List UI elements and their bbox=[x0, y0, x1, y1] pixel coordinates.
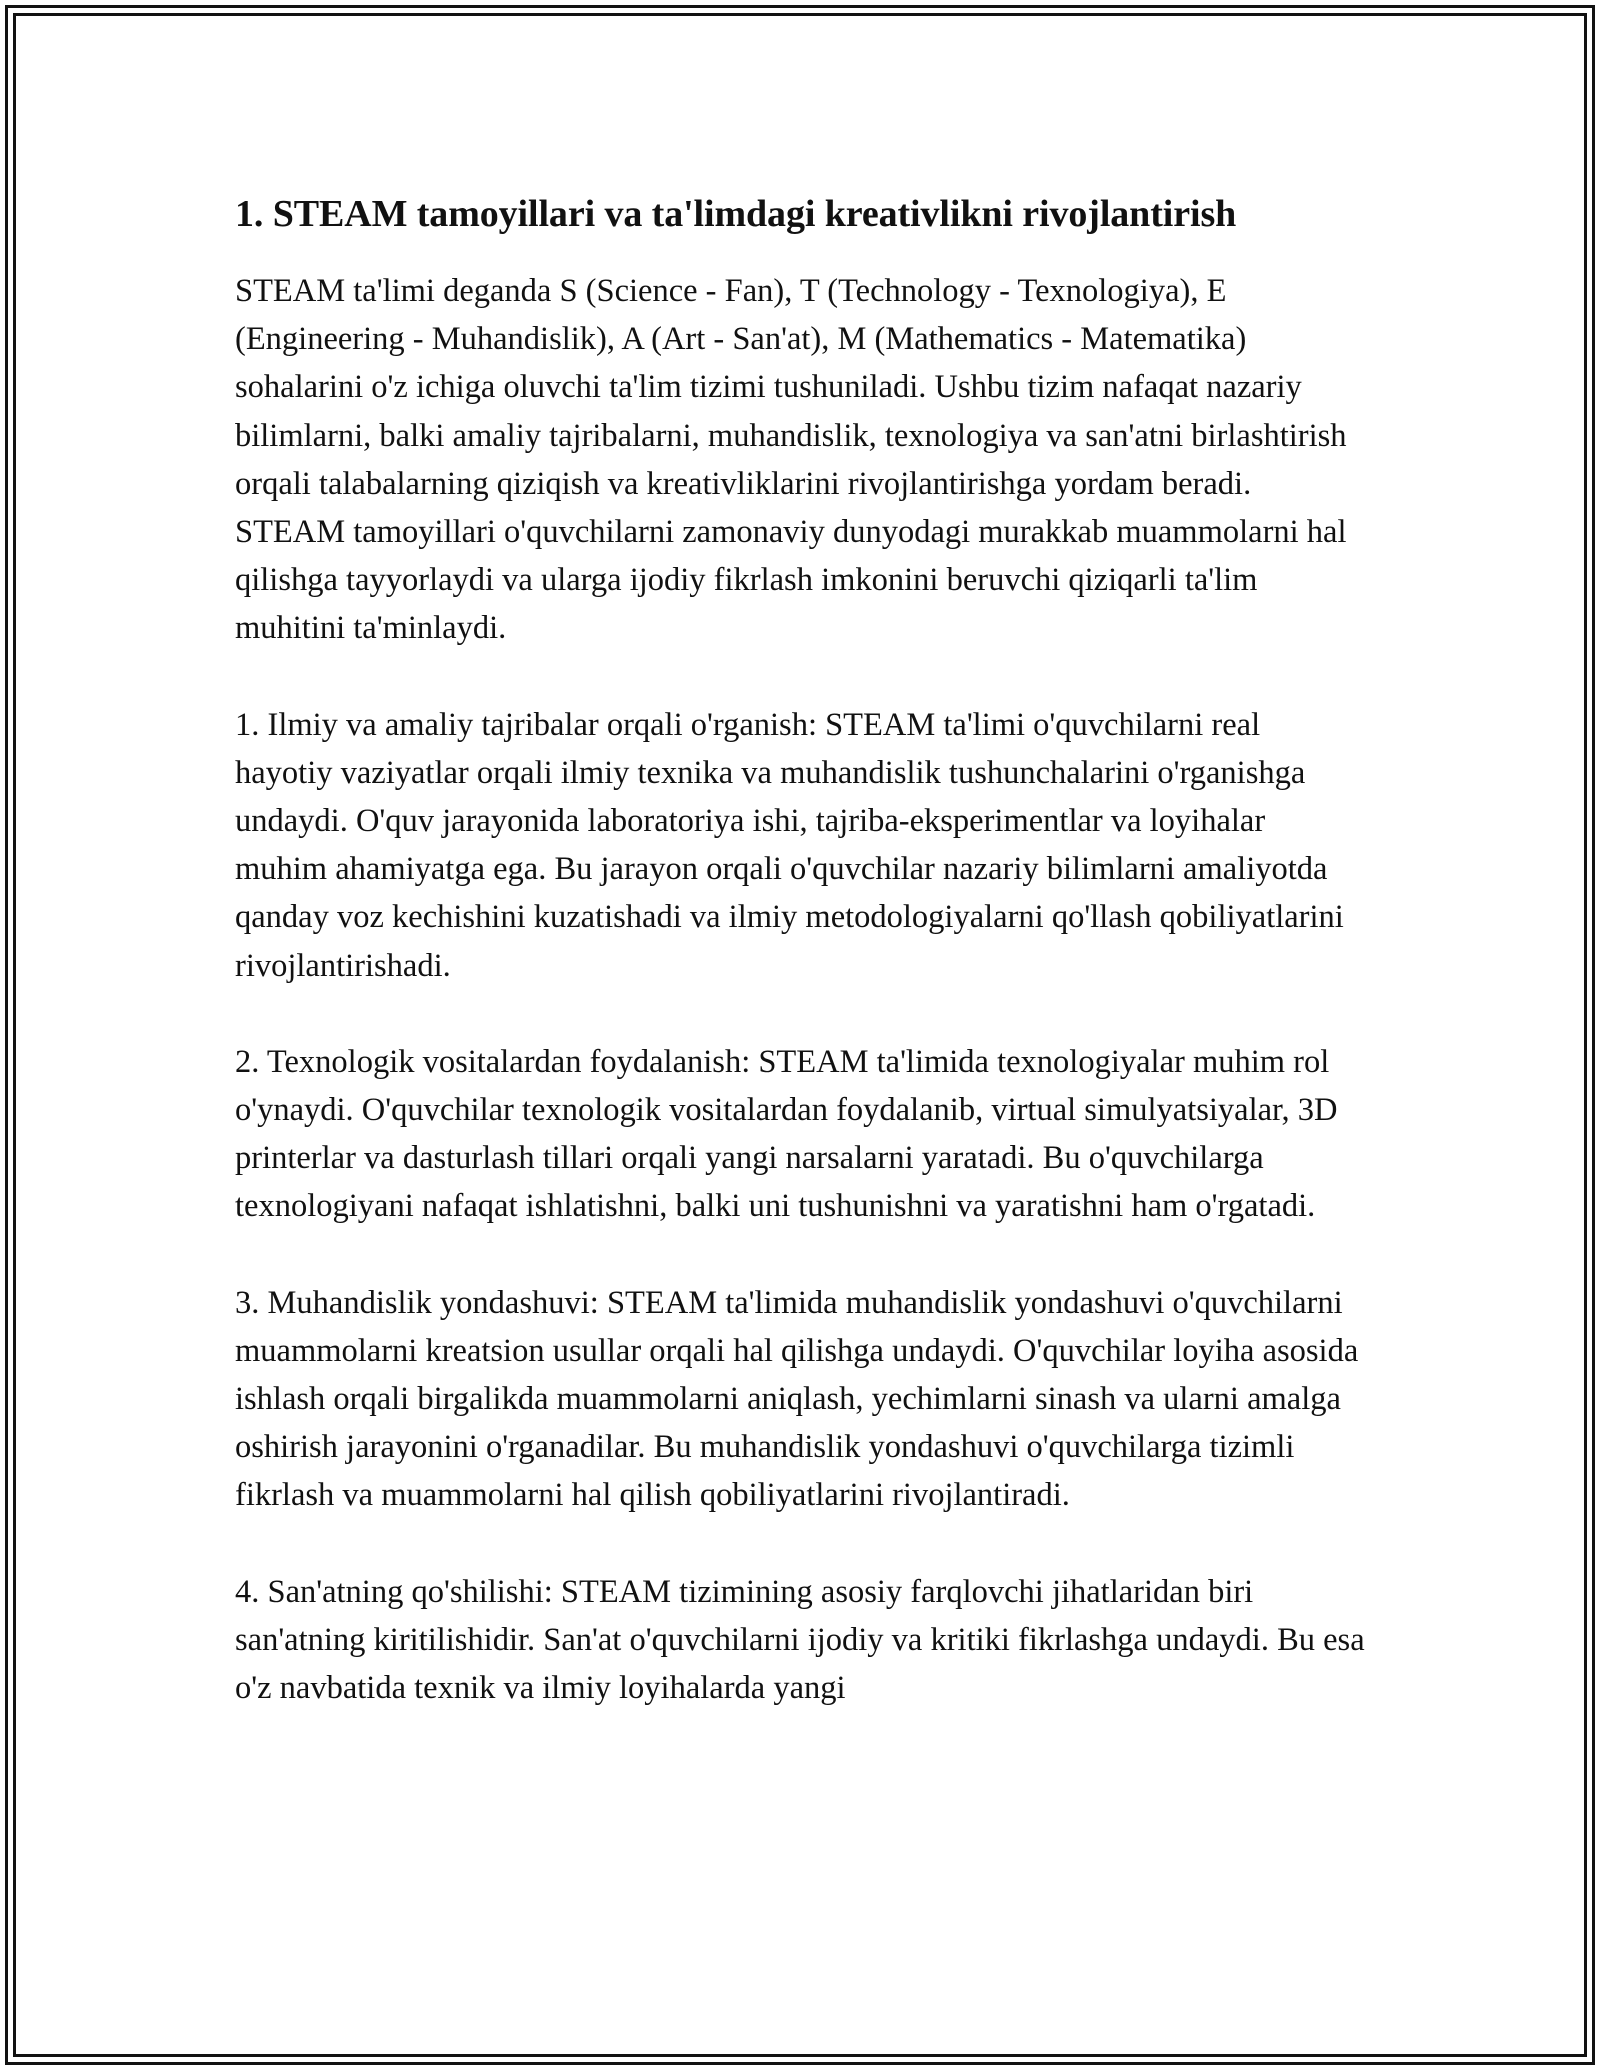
section-heading: 1. STEAM tamoyillari va ta'limdagi kreativlikni rivojlantirish bbox=[235, 193, 1237, 235]
paragraph-technology: 2. Texnologik vositalardan foydalanish: STEAM ta'limida texnologiyalar muhim rol o'ynaydi. O'quvchilar texnologik vositalardan foydalanib, virtual simulyatsiyalar, 3D printerlar va dasturlash tillari orqali yangi narsalarni yaratadi. Bu o'quvchilarga texnologiyani nafaqat ishlatishni, balki uni tushunishni va yaratishni ham o'rgatadi. bbox=[235, 1043, 1338, 1225]
paragraph-art: 4. San'atning qo'shilishi: STEAM tizimining asosiy farqlovchi jihatlaridan biri san'atning kiritilishidir. San'at o'quvchilarni ijodiy va kritiki fikrlashga undaydi. Bu esa o'z navbatida texnik va ilmiy loyihalarda yangi bbox=[235, 1573, 1365, 1707]
document-body bbox=[235, 186, 1365, 1760]
intro-paragraph: STEAM ta'limi deganda S (Science - Fan), T (Technology - Texnologiya), E (Engineering - Muhandislik), A (Art - San'at), M (Mathematics - Matematika) sohalarini o'z ichiga oluvchi ta'lim tizimi tushuniladi. Ushbu tizim nafaqat nazariy bilimlarni, balki amaliy tajribalarni, muhandislik, texnologiya va san'atni birlashtirish orqali talabalarning qiziqish va kreativliklarini rivojlantirishga yordam beradi. STEAM tamoyillari o'quvchilarni zamonaviy dunyodagi murakkab muammolarni hal qilishga tayyorlaydi va ularga ijodiy fikrlash imkonini beruvchi qiziqarli ta'lim muhitini ta'minlaydi. bbox=[235, 273, 1347, 647]
paragraph-science: 1. Ilmiy va amaliy tajribalar orqali o'rganish: STEAM ta'limi o'quvchilarni real hayotiy vaziyatlar orqali ilmiy texnika va muhandislik tushunchalarini o'rganishga undaydi. O'quv jarayonida laboratoriya ishi, tajriba-eksperimentlar va loyihalar muhim ahamiyatga ega. Bu jarayon orqali o'quvchilar nazariy bilimlarni amaliyotda qanday voz kechishini kuzatishadi va ilmiy metodologiyalarni qo'llash qobiliyatlarini rivojlantirishadi. bbox=[235, 706, 1344, 984]
paragraph-engineering: 3. Muhandislik yondashuvi: STEAM ta'limida muhandislik yondashuvi o'quvchilarni muammolarni kreatsion usullar orqali hal qilishga undaydi. O'quvchilar loyiha asosida ishlash orqali birgalikda muammolarni aniqlash, yechimlarni sinash va ularni amalga oshirish jarayonini o'rganadilar. Bu muhandislik yondashuvi o'quvchilarga tizimli fikrlash va muammolarni hal qilish qobiliyatlarini rivojlantiradi. bbox=[235, 1284, 1359, 1514]
